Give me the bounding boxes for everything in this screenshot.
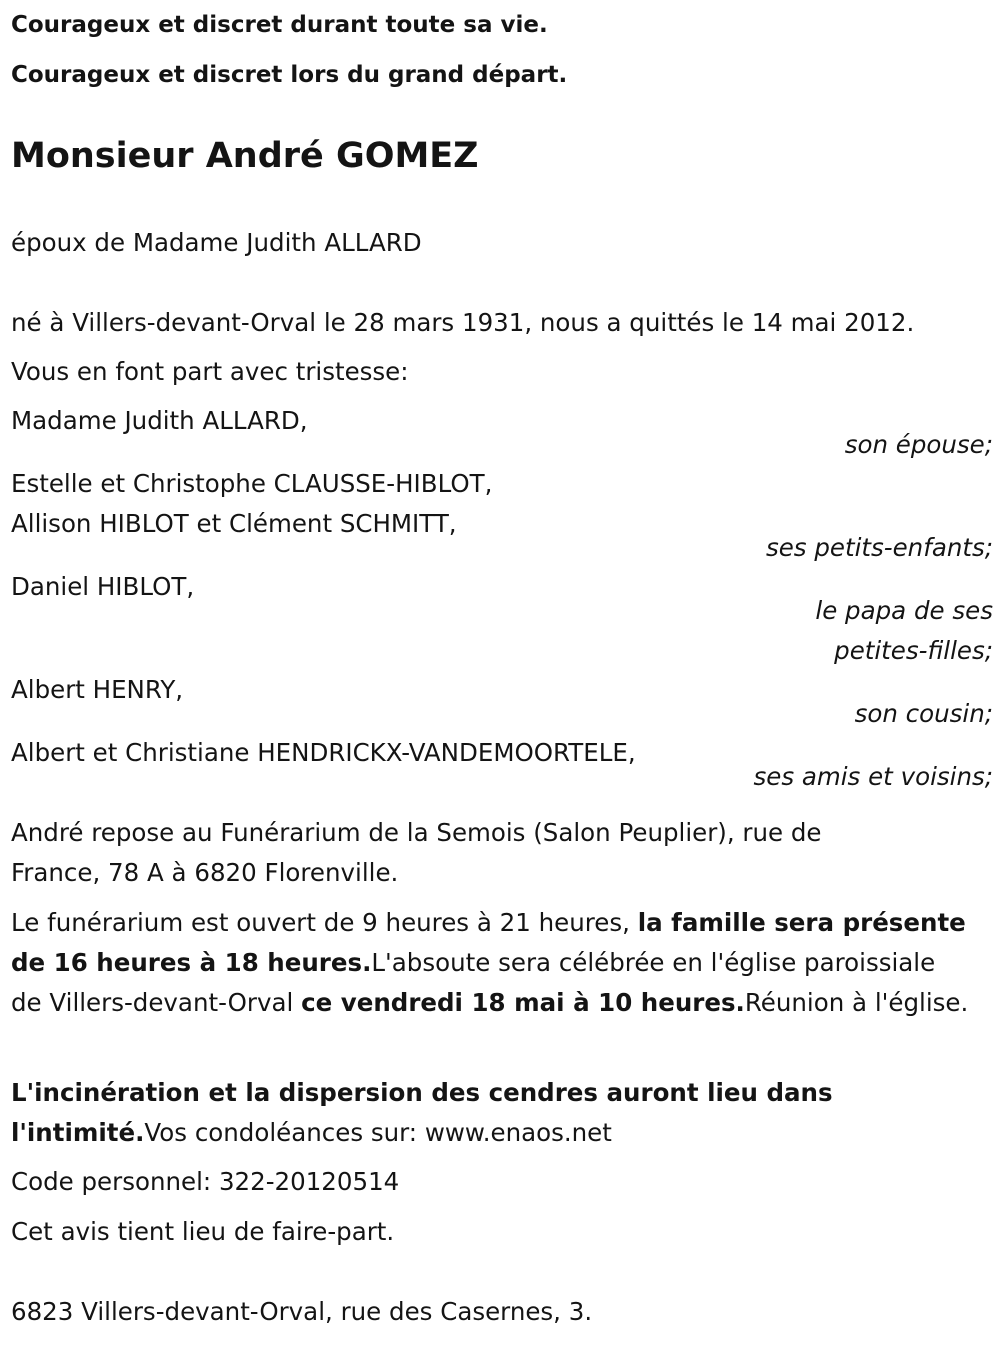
family-member-name: Allison HIBLOT et Clément SCHMITT, xyxy=(11,509,457,538)
funerarium-line-2: France, 78 A à 6820 Florenville. xyxy=(11,858,399,887)
family-relation: son épouse; xyxy=(844,430,993,459)
family-member-name: Madame Judith ALLARD, xyxy=(11,406,308,435)
family-presence-hours: la famille sera présente de 16 heures à 18 heures. xyxy=(11,908,966,977)
family-member-name: Daniel HIBLOT, xyxy=(11,572,195,601)
birth-death-line: né à Villers-devant-Orval le 28 mars 1931, nous a quittés le 14 mai 2012. xyxy=(11,308,915,337)
family-relation: petites-filles; xyxy=(834,636,993,665)
spouse-line: époux de Madame Judith ALLARD xyxy=(11,228,422,257)
schedule-text: Le funérarium est ouvert de 9 heures à 21 heures, xyxy=(11,908,638,937)
family-member-name: Estelle et Christophe CLAUSSE-HIBLOT, xyxy=(11,469,493,498)
motto-line-2: Courageux et discret lors du grand départ. xyxy=(11,62,568,88)
announcement-intro: Vous en font part avec tristesse: xyxy=(11,357,409,386)
schedule-text: L'absoute sera célébrée en l'église paroissiale de Villers-devant-Orval xyxy=(11,948,936,1017)
family-relation: ses amis et voisins; xyxy=(753,762,993,791)
family-relation: le papa de ses xyxy=(815,596,993,625)
cremation-notice: L'incinération et la dispersion des cendres auront lieu dans l'intimité. xyxy=(11,1078,833,1147)
cremation-paragraph xyxy=(11,1073,871,1153)
code-line: Code personnel: 322-20120514 xyxy=(11,1167,400,1196)
motto-line-1: Courageux et discret durant toute sa vie. xyxy=(11,12,548,38)
schedule-paragraph xyxy=(11,903,971,1023)
condolences-line: Vos condoléances sur: www.enaos.net xyxy=(144,1118,612,1147)
family-relation: son cousin; xyxy=(854,699,993,728)
notice-line: Cet avis tient lieu de faire-part. xyxy=(11,1217,395,1246)
deceased-name: Monsieur André GOMEZ xyxy=(11,136,479,176)
funerarium-line-1: André repose au Funérarium de la Semois (Salon Peuplier), rue de xyxy=(11,818,822,847)
ceremony-datetime: ce vendredi 18 mai à 10 heures. xyxy=(301,988,745,1017)
family-member-name: Albert et Christiane HENDRICKX-VANDEMOORTELE, xyxy=(11,738,636,767)
address-line: 6823 Villers-devant-Orval, rue des Casernes, 3. xyxy=(11,1297,593,1326)
schedule-text: Réunion à l'église. xyxy=(744,988,969,1017)
family-relation: ses petits-enfants; xyxy=(765,533,993,562)
family-member-name: Albert HENRY, xyxy=(11,675,184,704)
